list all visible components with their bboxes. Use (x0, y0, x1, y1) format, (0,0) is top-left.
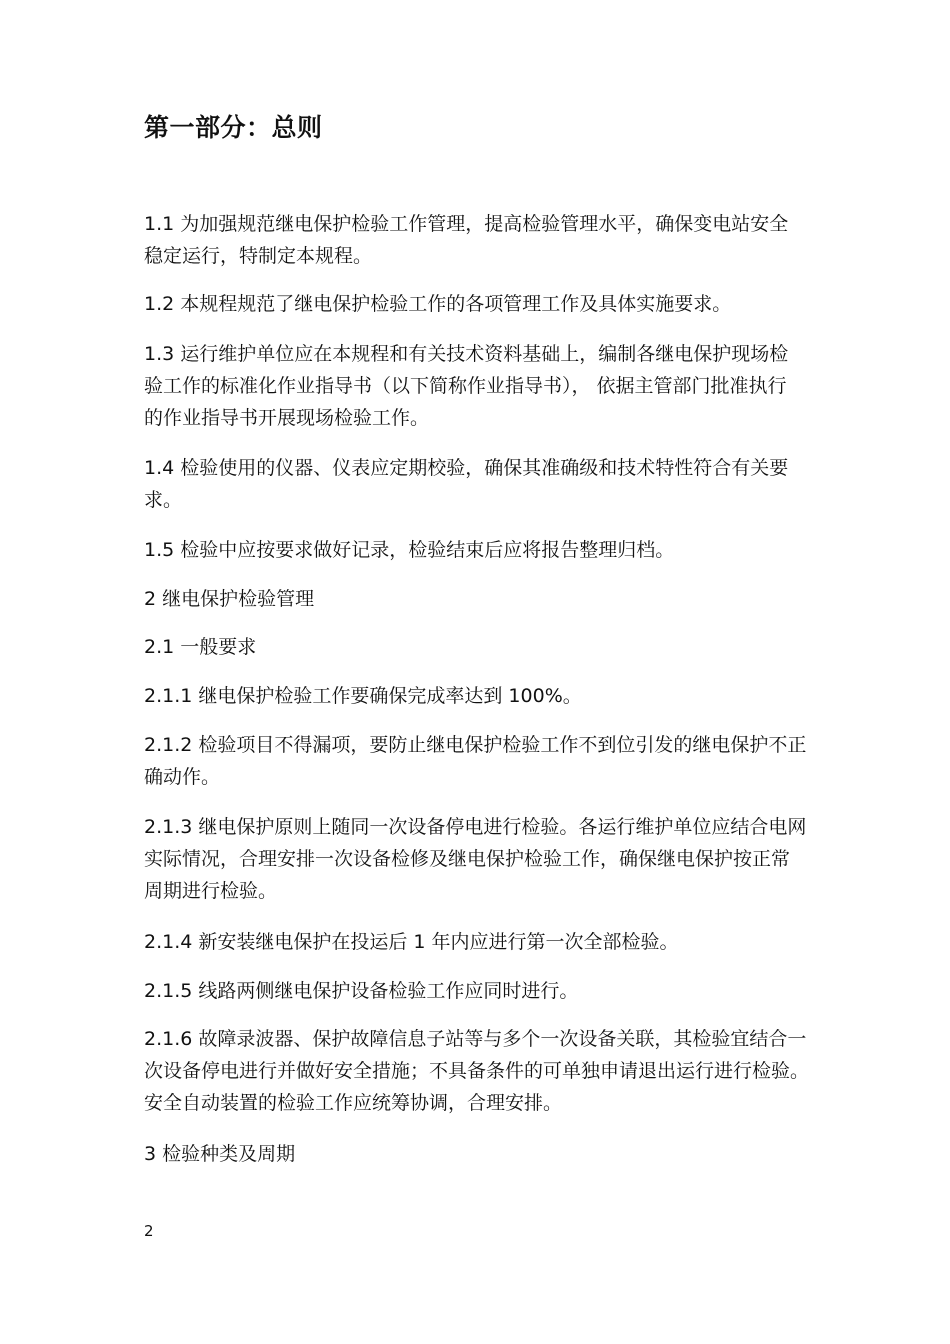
paragraph-line: 2.1.2 检验项目不得漏项，要防止继电保护检验工作不到位引发的继电保护不正 (144, 734, 807, 756)
paragraph-line: 2.1.6 故障录波器、保护故障信息子站等与多个一次设备关联，其检验宜结合一 (144, 1028, 807, 1050)
paragraph-line: 次设备停电进行并做好安全措施；不具备条件的可单独申请退出运行进行检验。 (144, 1060, 810, 1082)
paragraph-1-1 (144, 208, 824, 272)
paragraph-line: 2.1.4 新安装继电保护在投运后 1 年内应进行第一次全部检验。 (144, 931, 679, 953)
paragraph-line: 1.1 为加强规范继电保护检验工作管理，提高检验管理水平，确保变电站安全 (144, 213, 789, 235)
paragraph-line: 周期进行检验。 (144, 880, 278, 902)
paragraph-line: 3 检验种类及周期 (144, 1143, 296, 1165)
paragraph-line: 1.4 检验使用的仪器、仪表应定期校验，确保其准确级和技术特性符合有关要 (144, 457, 789, 479)
paragraph-line: 2 继电保护检验管理 (144, 588, 315, 610)
paragraph-2-1-5 (144, 975, 824, 1007)
paragraph-line: 2.1.1 继电保护检验工作要确保完成率达到 100%。 (144, 685, 582, 707)
paragraph-line: 的作业指导书开展现场检验工作。 (144, 407, 430, 429)
paragraph-line: 2.1.5 线路两侧继电保护设备检验工作应同时进行。 (144, 980, 579, 1002)
page-number: 2 (144, 1222, 154, 1240)
paragraph-line: 2.1.3 继电保护原则上随同一次设备停电进行检验。各运行维护单位应结合电网 (144, 816, 807, 838)
subsection-heading-2-1 (144, 631, 824, 663)
paragraph-line: 2.1 一般要求 (144, 636, 257, 658)
page-title: 第一部分：总则 (144, 113, 323, 142)
paragraph-line: 1.3 运行维护单位应在本规程和有关技术资料基础上，编制各继电保护现场检 (144, 343, 789, 365)
section-heading-3 (144, 1138, 824, 1170)
paragraph-line: 确动作。 (144, 766, 221, 788)
paragraph-2-1-2 (144, 729, 824, 793)
section-heading-2 (144, 583, 824, 615)
paragraph-line: 安全自动装置的检验工作应统筹协调，合理安排。 (144, 1092, 563, 1114)
paragraph-line: 验工作的标准化作业指导书（以下简称作业指导书）， 依据主管部门批准执行 (144, 375, 787, 397)
paragraph-line: 实际情况，合理安排一次设备检修及继电保护检验工作，确保继电保护按正常 (144, 848, 791, 870)
paragraph-1-5 (144, 534, 824, 566)
paragraph-2-1-3 (144, 811, 824, 907)
paragraph-line: 1.5 检验中应按要求做好记录，检验结束后应将报告整理归档。 (144, 539, 675, 561)
paragraph-line: 1.2 本规程规范了继电保护检验工作的各项管理工作及具体实施要求。 (144, 293, 732, 315)
paragraph-1-2 (144, 288, 824, 320)
paragraph-2-1-6 (144, 1023, 824, 1119)
paragraph-2-1-1 (144, 680, 824, 712)
paragraph-line: 求。 (144, 489, 183, 511)
paragraph-1-4 (144, 452, 824, 516)
paragraph-line: 稳定运行，特制定本规程。 (144, 245, 373, 267)
paragraph-1-3 (144, 338, 824, 434)
paragraph-2-1-4 (144, 926, 824, 958)
